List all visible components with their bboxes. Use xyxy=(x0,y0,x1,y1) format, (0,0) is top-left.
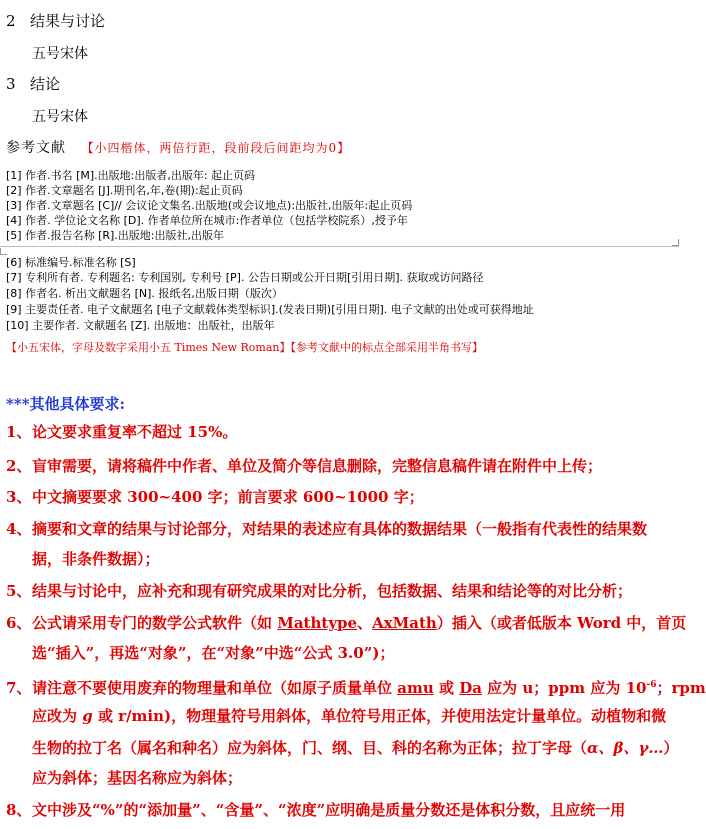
requirement-2: 2、盲审需要，请将稿件中作者、单位及简介等信息删除，完整信息稿件请在附件中上传； xyxy=(6,457,603,475)
reference-item: [10] 主要作者. 文献题名 [Z]. 出版地：出版社，出版年 xyxy=(6,319,275,332)
section-3-title: 结论 xyxy=(30,75,61,93)
reference-item: [9] 主要责任者. 电子文献题名 [电子文献载体类型标识].(发表日期)[引用日期]. 电子文献的出处或可获得地址 xyxy=(6,303,534,316)
requirement-6: 6、公式请采用专门的数学公式软件（如 Mathtype、AxMath）插入（或者低版本 Word 中，首页 xyxy=(6,614,687,632)
requirement-3: 3、中文摘要要求 300~400 字；前言要求 600~1000 字； xyxy=(6,488,424,506)
reference-item: [1] 作者.书名 [M].出版地:出版者,出版年: 起止页码 xyxy=(6,169,256,182)
requirement-6-continued: 选“插入”，再选“对象”，在“对象”中选“公式 3.0”)； xyxy=(32,644,395,662)
mathtype-link: Mathtype xyxy=(277,614,358,632)
references-title: 参考文献 xyxy=(6,140,66,156)
reference-item: [4] 作者. 学位论文名称 [D]. 作者单位所在城市:作者单位（包括学校院系）,授予年 xyxy=(6,214,408,227)
references-heading xyxy=(6,137,350,157)
requirement-4-continued: 据，非条件数据）； xyxy=(32,550,160,568)
section-3-font-note: 五号宋体 xyxy=(32,109,88,125)
reference-item: [5] 作者.报告名称 [R].出版地:出版社,出版年 xyxy=(6,229,224,242)
section-2-font-note: 五号宋体 xyxy=(32,46,88,62)
requirement-7-line-3: 生物的拉丁名（属名和种名）应为斜体，门、纲、目、科的名称为正体；拉丁字母（α、β、γ…） xyxy=(32,739,679,757)
section-3-number: 3 xyxy=(6,75,16,93)
references-format-note: 【小四楷体，两倍行距，段前段后间距均为0】 xyxy=(81,141,351,155)
reference-item: [8] 作者名. 析出文献题名 [N]. 报纸名,出版日期（版次） xyxy=(6,287,283,300)
requirement-4: 4、摘要和文章的结果与讨论部分，对结果的表述应有具体的数据结果（一般指有代表性的结果数 xyxy=(6,520,648,538)
reference-item: [6] 标准编号.标准名称 [S] xyxy=(6,256,136,269)
references-bottom-note: 【小五宋体，字母及数字采用小五 Times New Roman】【参考文献中的标点全部采用半角书写】 xyxy=(6,341,483,354)
page-corner-mark xyxy=(672,239,679,246)
reference-item: [3] 作者.文章题名 [C]// 会议论文集名.出版地(或会议地点):出版社,出版年:起止页码 xyxy=(6,199,413,212)
section-2-number: 2 xyxy=(6,12,16,30)
requirement-7-line-2: 应改为 g 或 r/min)，物理量符号用斜体，单位符号用正体，并使用法定计量单位。动植物和微 xyxy=(32,707,667,725)
section-2-heading xyxy=(6,10,105,31)
requirement-5: 5、结果与讨论中，应补充和现有研究成果的对比分析，包括数据、结果和结论等的对比分析； xyxy=(6,582,633,600)
reference-item: [7] 专利所有者. 专利题名: 专利国别, 专利号 [P]. 公告日期或公开日期[引用日期]. 获取或访问路径 xyxy=(6,271,484,284)
requirement-7: 7、请注意不要使用废弃的物理量和单位（如原子质量单位 amu 或 Da 应为 u；ppm 应为 $10^{-6}$；rpm xyxy=(6,679,706,697)
section-3-heading xyxy=(6,73,60,94)
reference-item: [2] 作者.文章题名 [J].期刊名,年,卷(期):起止页码 xyxy=(6,184,243,197)
page-break-divider xyxy=(0,246,679,247)
requirements-title: ***其他具体要求: xyxy=(6,395,126,413)
requirement-1: 1、论文要求重复率不超过 15%。 xyxy=(6,423,238,441)
requirement-7-line-4: 应为斜体；基因名称应为斜体； xyxy=(32,769,243,787)
axmath-link: AxMath xyxy=(372,614,437,632)
section-2-title: 结果与讨论 xyxy=(30,12,106,30)
requirement-8: 8、文中涉及“%”的“添加量”、“含量”、“浓度”应明确是质量分数还是体积分数，且应统一用 xyxy=(6,801,626,819)
